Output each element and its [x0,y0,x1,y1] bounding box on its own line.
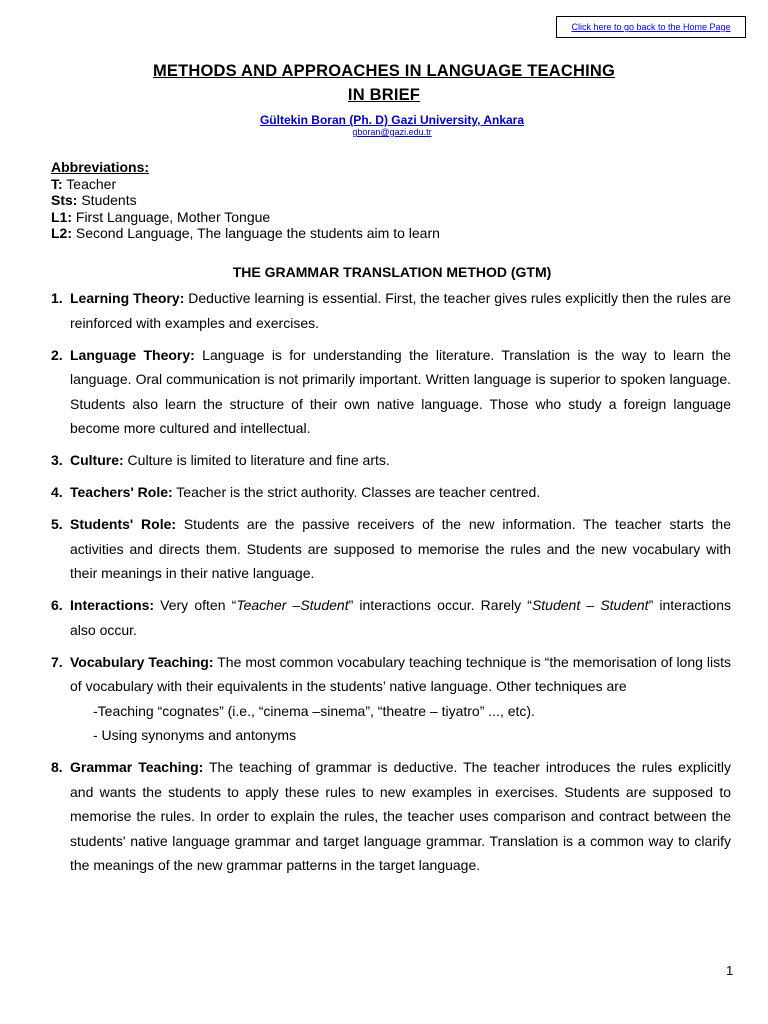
item-text: The most common vocabulary teaching technique is “the memorisation of long lists of vocabulary with their equivalents in the students’ native language. Other techniques are [70,653,732,694]
abbreviation-row [51,225,440,242]
abbreviations-heading: Abbreviations: [51,159,150,175]
item-text: Very often “ [154,597,237,613]
sub-item: -Teaching “cognates” (i.e., “cinema –sinema”, “theatre – tiyatro” ..., etc). [93,702,535,719]
abbreviation-row [51,176,440,193]
item-term: Grammar Teaching: [70,759,204,775]
abbreviations-block [51,159,440,242]
list-item [51,593,731,642]
abbreviation-text: First Language, Mother Tongue [72,208,271,225]
numbered-list [51,286,731,885]
abbreviation-row [51,192,440,209]
item-number: 7. [51,653,63,670]
list-item [51,755,731,878]
section-title: THE GRAMMAR TRANSLATION METHOD (GTM) [232,264,552,280]
item-term: Students' Role: [70,516,177,532]
page-number: 1 [726,963,734,978]
item-text: ” interactions also occur. [70,597,731,638]
abbreviation-text: Second Language, The language the students aim to learn [72,225,440,242]
abbreviation-key: L1: [51,208,72,225]
item-number: 6. [51,597,63,613]
item-text: Deductive learning is essential. First, the teacher gives rules explicitly then the rules are reinforced with examples and exercises. [70,290,731,331]
author-link[interactable]: Gültekin Boran (Ph. D) Gazi University, Ankara [259,113,525,127]
abbreviation-key: Sts: [51,192,78,209]
item-number: 3. [51,452,63,468]
list-item [51,286,731,335]
item-number: 2. [51,346,63,363]
list-item [51,480,731,505]
abbreviation-text: Students [77,192,137,209]
document-title-line2: IN BRIEF [347,86,421,104]
item-term: Culture: [70,452,124,468]
abbreviation-text: Teacher [62,175,117,192]
item-term: Learning Theory: [70,290,185,306]
item-term: Teachers' Role: [70,484,173,500]
home-link-box [556,16,746,38]
home-page-link[interactable]: Click here to go back to the Home Page [571,22,731,32]
abbreviation-key: L2: [51,225,72,242]
item-text: ” interactions occur. Rarely “ [348,597,532,613]
item-term: Interactions: [70,597,155,613]
item-text: Teacher is the strict authority. Classes are teacher centred. [172,484,541,500]
item-text: Students are the passive receivers of the new information. The teacher starts the activities and directs them. Students are supposed to memorise the rules and the new vocabulary with their meanings in their native language. [70,516,731,581]
document-title-line1: METHODS AND APPROACHES IN LANGUAGE TEACHING [152,62,616,80]
item-text: Culture is limited to literature and fine arts. [123,452,390,468]
list-item [51,448,731,473]
list-item [51,512,731,586]
sub-item: - Using synonyms and antonyms [93,727,297,743]
item-number: 4. [51,484,63,500]
item-emphasis: Student – Student [531,597,649,613]
item-number: 8. [51,759,63,775]
item-emphasis: Teacher –Student [236,597,349,613]
item-number: 5. [51,516,63,532]
list-item [51,343,731,441]
item-text: Language is for understanding the literature. Translation is the way to learn the language. Oral communication is not primarily important. Written language is superior to spoken language. Students also learn the structure of their own native language. Those who study a foreign language become more cultured and intellectual. [70,346,731,436]
item-term: Language Theory: [70,346,195,363]
abbreviation-row [51,209,440,226]
item-text: The teaching of grammar is deductive. The teacher introduces the rules explicitly and wants the students to apply these rules to new examples in exercises. Students are supposed to memorise the rules. In order to explain the rules, the teacher uses comparison and contract between the students' native language grammar and target language grammar. Translation is a common way to clarify the meanings of the new grammar patterns in the target language. [70,759,731,873]
item-term: Vocabulary Teaching: [70,653,214,670]
list-item [51,650,731,748]
email-link[interactable]: gboran@gazi.edu.tr [352,127,432,137]
abbreviation-key: T: [51,175,63,192]
item-number: 1. [51,290,63,306]
